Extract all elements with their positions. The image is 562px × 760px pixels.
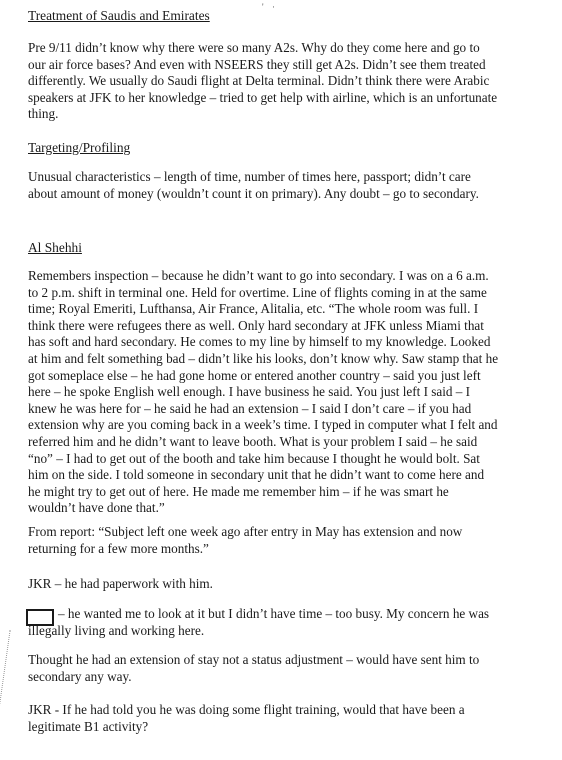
paragraph-thought [28, 652, 552, 685]
text-line: Remembers inspection – because he didn’t want to go into secondary. I was on a 6 a.m. [28, 268, 489, 283]
text-line: here – he spoke English well enough. I have business he said. You just left I said – I [28, 384, 471, 400]
paragraph-report [28, 524, 552, 557]
text-line: “no” – I had to get out of the booth and take him because I thought he would bolt. Sat [28, 450, 480, 466]
scan-mark: ' [262, 2, 264, 12]
text-line: From report: “Subject left one week ago after entry in May has extension and now [28, 524, 463, 539]
text-line: legitimate B1 activity? [28, 718, 149, 734]
paragraph-jkr-flight-training [28, 702, 552, 735]
paragraph-jkr-paperwork [28, 576, 552, 593]
heading-al-shehhi: Al Shehhi [28, 240, 82, 255]
text-line: extension why are you coming back in a week’s time. I typed in computer what I felt and [28, 417, 498, 433]
text-line: thing. [28, 106, 59, 122]
redacted-line-2: illegally living and working here. [28, 623, 205, 638]
text-line: he might try to get out of here. He made me remember him – if he was smart he [28, 483, 449, 499]
text-line: Pre 9/11 didn’t know why there were so many A2s. Why do they come here and go to [28, 40, 480, 55]
text-line: to 2 p.m. shift in terminal one. Held for overtime. Line of flights coming in at the same [28, 284, 487, 300]
text-line: about amount of money (wouldn’t count it on primary). Any doubt – go to secondary. [28, 185, 479, 201]
scan-mark: · [272, 2, 275, 12]
text-line: him on the side. I told someone in secondary unit that he didn’t want to come here and [28, 467, 485, 483]
text-line: Thought he had an extension of stay not a status adjustment – would have sent him to [28, 652, 480, 667]
text-line: knew he was here for – he said he had an extension – I said I don’t care – if you had [28, 400, 472, 416]
text-line: our air force bases? And even with NSEERS they still get A2s. Didn’t see them treated [28, 56, 486, 72]
text-line [28, 623, 552, 640]
heading-targeting: Targeting/Profiling [28, 140, 131, 155]
text-line: at him and felt something bad – didn’t like his looks, don’t know why. Saw stamp that he [28, 350, 499, 366]
margin-dotted-line [0, 630, 23, 710]
text-line [58, 606, 552, 623]
text-line: differently. We usually do Saudi flight at Delta terminal. Didn’t think there were Arabic [28, 73, 490, 89]
text-line: returning for a few more months.” [28, 540, 209, 556]
text-line: JKR – he had paperwork with him. [28, 576, 213, 591]
text-line: secondary any way. [28, 668, 132, 684]
text-line: speakers at JFK to her knowledge – tried to get help with airline, which is an unfortunate [28, 89, 498, 105]
text-line: got someplace else – he had gone home or entered another country – said you just left [28, 367, 481, 383]
paragraph-treatment [28, 40, 552, 123]
text-line: JKR - If he had told you he was doing some flight training, would that have been a [28, 702, 465, 717]
text-line: referred him and he didn’t want to leave booth. What is your problem I said – he said [28, 433, 478, 449]
redacted-line-1: – he wanted me to look at it but I didn’t have time – too busy. My concern he was [58, 606, 490, 621]
text-line: think there were refugees there as well. Only hard secondary at JFK unless Miami that [28, 317, 484, 333]
text-line: has soft and hard secondary. He comes to my line by himself to my knowledge. Looked [28, 334, 491, 350]
text-line: wouldn’t have done that.” [28, 500, 165, 516]
text-line: time; Royal Emeriti, Lufthansa, Air France, Alitalia, etc. “The whole room was full. I [28, 301, 479, 317]
paragraph-targeting [28, 169, 552, 202]
paragraph-al-shehhi [28, 268, 552, 517]
heading-treatment: Treatment of Saudis and Emirates [28, 8, 210, 23]
text-line: Unusual characteristics – length of time, number of times here, passport; didn’t care [28, 169, 471, 184]
